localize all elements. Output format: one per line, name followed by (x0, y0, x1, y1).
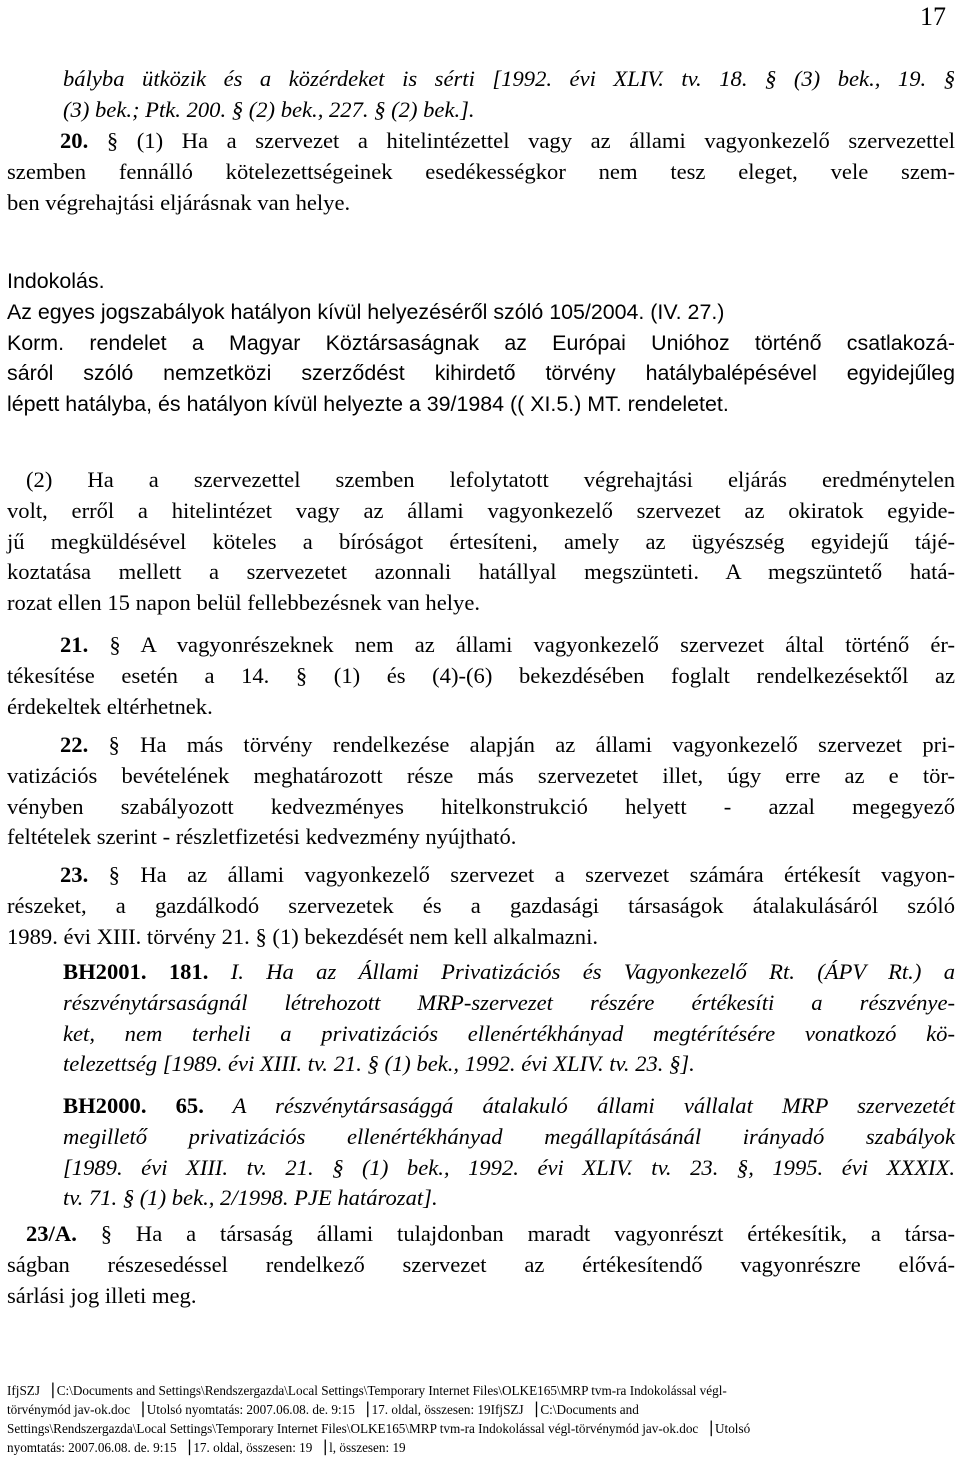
case-reference: BH2000. 65. (63, 1093, 204, 1118)
section-23 (7, 860, 955, 952)
text-line: (3) bek.; Ptk. 200. § (2) bek., 227. § (2) bek.]. (63, 96, 475, 122)
footer-line: törvénymód jav-ok.doc ▕ Utolsó nyomtatás: 2007.06.08. de. 9:15 ▕ 17. oldal, összesen: 19IfjSZJ ▕ C:\Documents and (7, 1402, 639, 1417)
case-first-line (7, 1091, 955, 1122)
text-line: tékesítése esetén a 14. § (1) és (4)-(6) bekezdésében foglalt rendelkezésektől az (7, 662, 955, 688)
text-line: koztatása mellett a szervezetet azonnali hatállyal megszünteti. A megszüntető hatá- (7, 559, 955, 585)
section-number: 22. (60, 732, 89, 757)
bh2000-block (7, 1091, 955, 1214)
paragraph-2 (7, 465, 955, 619)
text-line: feltételek szerint - részletfizetési kedvezmény nyújtható. (7, 824, 517, 850)
text-line: lépett hatályba, és hatályon kívül helyezte a 39/1984 (( XI.5.) MT. rendeletet. (7, 392, 729, 417)
section-number: 23/A. (26, 1221, 77, 1246)
section-21 (7, 630, 955, 722)
text-line: ben végrehajtási eljárásnak van helye. (7, 189, 351, 215)
section-text: § Ha más törvény rendelkezése alapján az állami vagyonkezelő szervezet pri- (88, 732, 955, 757)
section-text: § (1) Ha a szervezet a hitelintézettel vagy az állami vagyonkezelő szervezettel (88, 128, 955, 153)
text-line: ket, nem terheli a privatizációs ellenértékhányad megtérítésére vonatkozó kö- (63, 1020, 955, 1046)
case-first-line (7, 957, 955, 988)
text-line: szemben fennálló kötelezettségeinek esedékességkor nem tesz eleget, vele szem- (7, 158, 955, 184)
text-line: telezettség [1989. évi XIII. tv. 21. § (1) bek., 1992. évi XLIV. tv. 23. §]. (63, 1051, 695, 1077)
text-line: ságban részesedéssel rendelkező szervezet az értékesítendő vagyonrészre elővá- (7, 1251, 955, 1277)
text-line: részeket, a gazdálkodó szervezetek és a gazdasági társaságok átalakulásáról szóló (7, 892, 955, 918)
text-line: vatizációs bevételének meghatározott része más szervezetet illet, úgy erre az e tör- (7, 762, 955, 788)
text-line: vényben szabályozott kedvezményes hitelkonstrukció helyett - azzal megegyező (7, 793, 955, 819)
footer-line: Settings\Rendszergazda\Local Settings\Temporary Internet Files\OLKE165\MRP tvm-ra Indokolással végl-törvénymód jav-ok.doc ▕ Utolsó (7, 1421, 751, 1436)
text-line: [1989. évi XIII. tv. 21. § (1) bek., 1992. évi XLIV. tv. 23. §, 1995. évi XXXIX. (63, 1154, 955, 1180)
bh2001-block (7, 957, 955, 1080)
footer-line: IfjSZJ ▕ C:\Documents and Settings\Rendszergazda\Local Settings\Temporary Internet Files\OLKE165\MRP tvm-ra Indokolással végl- (7, 1383, 727, 1398)
text-line: érdekeltek eltérhetnek. (7, 693, 213, 719)
top-italic-block (7, 64, 955, 126)
text-line: volt, erről a hitelintézet vagy az állami vagyonkezelő szervezet az okiratok egyide- (7, 497, 955, 523)
section-number: 23. (60, 862, 89, 887)
section-first-line (7, 126, 955, 157)
section-number: 20. (60, 128, 89, 153)
section-first-line (7, 1219, 955, 1250)
section-23a (7, 1219, 955, 1311)
text-line: (2) Ha a szervezettel szemben lefolytatott végrehajtási eljárás eredménytelen (26, 467, 955, 492)
section-text: § Ha a társaság állami tulajdonban maradt vagyonrészt értékesítik, a társa- (76, 1221, 955, 1246)
indokolas-block (7, 266, 955, 420)
section-20 (7, 126, 955, 218)
section-22 (7, 730, 955, 853)
text-line: rozat ellen 15 napon belül fellebbezésnek van helye. (7, 590, 481, 616)
section-first-line (7, 730, 955, 761)
section-text: § A vagyonrészeknek nem az állami vagyonkezelő szervezet által történő ér- (88, 632, 955, 657)
section-number: 21. (60, 632, 89, 657)
case-text: I. Ha az Állami Privatizációs és Vagyonkezelő Rt. (ÁPV Rt.) a (208, 959, 955, 984)
text-line: megillető privatizációs ellenértékhányad megállapításánál irányadó szabályok (63, 1123, 955, 1149)
text-line: Korm. rendelet a Magyar Köztársaságnak az Európai Unióhoz történő csatlakozá- (7, 330, 955, 355)
document-footer (7, 1381, 955, 1457)
text-line: sárlási jog illeti meg. (7, 1282, 197, 1308)
text-line: tv. 71. § (1) bek., 2/1998. PJE határozat]. (63, 1185, 438, 1211)
case-reference: BH2001. 181. (63, 959, 209, 984)
section-text: § Ha az állami vagyonkezelő szervezet a szervezet számára értékesít vagyon- (88, 862, 955, 887)
case-text: A részvénytársasággá átalakuló állami vállalat MRP szervezetét (203, 1093, 955, 1118)
indokolas-heading: Indokolás. (7, 269, 105, 293)
footer-line: nyomtatás: 2007.06.08. de. 9:15 ▕ 17. oldal, összesen: 19 ▕ l, összesen: 19 (7, 1440, 406, 1455)
text-line: Az egyes jogszabályok hatályon kívül helyezéséről szóló 105/2004. (IV. 27.) (7, 299, 725, 324)
text-line: sáról szóló nemzetközi szerződést kihirdető törvény hatálybalépésével egyidejűleg (7, 361, 955, 386)
text-line: jű megküldésével köteles a bíróságot értesíteni, amely az ügyészség egyidejű tájé- (7, 528, 955, 554)
section-first-line (7, 630, 955, 661)
text-line: bályba ütközik és a közérdeket is sérti [1992. évi XLIV. tv. 18. § (3) bek., 19. § (63, 66, 955, 91)
text-line: részvénytársaságnál létrehozott MRP-szervezet részére értékesíti a részvénye- (63, 989, 955, 1015)
page-number: 17 (920, 2, 946, 31)
section-first-line (7, 860, 955, 891)
text-line: 1989. évi XIII. törvény 21. § (1) bekezdését nem kell alkalmazni. (7, 923, 599, 949)
